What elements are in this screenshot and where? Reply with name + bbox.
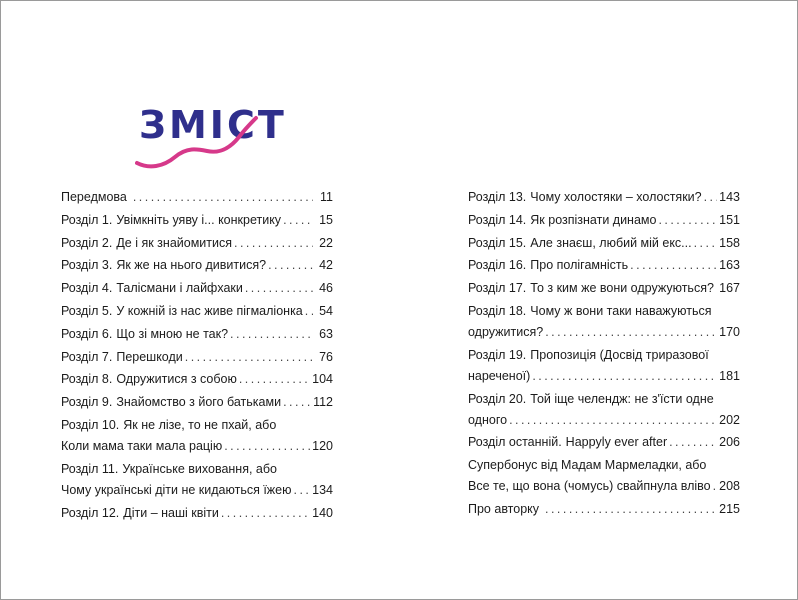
dot-leader <box>545 322 717 343</box>
toc-entry <box>468 278 740 299</box>
toc-entry <box>468 499 740 520</box>
toc-entry-text <box>468 187 702 208</box>
page-number: 202 <box>719 412 740 427</box>
page-number: 46 <box>319 281 333 296</box>
toc-line <box>61 233 333 254</box>
page-number: 42 <box>319 258 333 273</box>
toc-entry-text <box>61 436 222 457</box>
toc-entry-text <box>468 210 656 231</box>
toc-right-column <box>468 187 740 520</box>
chapter-title: То з ким же вони одружуються? <box>530 281 714 296</box>
chapter-label: Розділ 6. <box>61 326 113 341</box>
page-number: 215 <box>719 501 740 516</box>
chapter-title: Супербонус від Мадам Мармеладки, або <box>468 458 707 473</box>
chapter-title: Знайомство з його батьками <box>116 395 282 410</box>
dot-leader <box>224 436 310 457</box>
toc-entry <box>61 392 333 413</box>
chapter-title: нареченої) <box>468 368 531 383</box>
dot-leader <box>221 503 310 524</box>
toc-entry-text <box>61 278 243 299</box>
page-number: 22 <box>319 235 333 250</box>
chapter-title: Одружитися з собою <box>116 372 237 387</box>
dot-leader <box>545 499 717 520</box>
page-number: 158 <box>719 235 740 250</box>
chapter-title: Чому українські діти не кидаються їжею <box>61 482 292 497</box>
chapter-label: Розділ 15. <box>468 235 527 250</box>
chapter-label: Розділ 4. <box>61 281 113 296</box>
page-number: 15 <box>319 212 333 227</box>
dot-leader <box>305 301 313 322</box>
toc-left-column <box>61 187 333 524</box>
toc-entry <box>468 210 740 231</box>
chapter-label: Розділ 16. <box>468 258 527 273</box>
dot-leader <box>630 255 717 276</box>
toc-entry <box>61 210 333 231</box>
chapter-title: Коли мама таки мала рацію <box>61 438 223 453</box>
dot-leader <box>716 278 717 299</box>
chapter-title: Увімкніть уяву і... конкретику <box>116 212 282 227</box>
dot-leader <box>185 347 313 368</box>
chapter-label: Розділ 7. <box>61 349 113 364</box>
chapter-title: Українське виховання, або <box>122 461 277 476</box>
toc-entry-text <box>61 255 266 276</box>
chapter-label: Розділ 9. <box>61 395 113 410</box>
chapter-label: Розділ 1. <box>61 212 113 227</box>
toc-line <box>468 476 740 497</box>
page-number: 54 <box>319 303 333 318</box>
toc-entry <box>61 324 333 345</box>
toc-entry <box>468 187 740 208</box>
toc-entry <box>61 301 333 322</box>
toc-entry-text <box>61 233 232 254</box>
toc-entry-text <box>468 455 706 476</box>
toc-line <box>468 255 740 276</box>
toc-entry <box>468 233 740 254</box>
page-number: 112 <box>313 395 333 410</box>
chapter-title: Де і як знайомитися <box>116 235 233 250</box>
page-number: 63 <box>319 326 333 341</box>
toc-line <box>468 187 740 208</box>
dot-leader <box>294 480 311 501</box>
toc-line <box>61 459 333 480</box>
page-number: 120 <box>312 438 333 453</box>
toc-entry-text <box>468 255 628 276</box>
dot-leader <box>239 369 310 390</box>
toc-line <box>61 210 333 231</box>
chapter-label: Розділ 17. <box>468 281 527 296</box>
toc-line <box>468 499 740 520</box>
dot-leader <box>133 187 313 208</box>
chapter-label: Розділ 20. <box>468 391 527 406</box>
chapter-title: Діти – наші квіти <box>123 505 219 520</box>
dot-leader <box>230 324 313 345</box>
chapter-title: У кожній із нас живе пігмаліонка <box>116 303 303 318</box>
toc-entry <box>468 455 740 497</box>
toc-entry <box>468 432 740 453</box>
page-number: 140 <box>312 505 333 520</box>
dot-leader <box>532 366 717 387</box>
page-number: 163 <box>719 258 740 273</box>
chapter-title: Як не лізе, то не пхай, або <box>123 417 277 432</box>
dot-leader <box>245 278 313 299</box>
toc-entry-text <box>61 392 281 413</box>
toc-line <box>61 301 333 322</box>
toc-line <box>468 455 740 476</box>
chapter-label: Розділ 18. <box>468 303 527 318</box>
chapter-label: Передмова <box>61 190 127 204</box>
dot-leader <box>669 432 717 453</box>
toc-entry-text <box>468 476 711 497</box>
toc-line <box>468 210 740 231</box>
toc-line <box>61 436 333 457</box>
toc-entry-text <box>468 322 543 343</box>
dot-leader <box>713 476 718 497</box>
chapter-label: Розділ 8. <box>61 372 113 387</box>
toc-line <box>468 410 740 431</box>
title-swash-decoration <box>135 97 265 177</box>
toc-entry-text <box>468 389 714 410</box>
chapter-label: Про авторку <box>468 501 540 516</box>
chapter-label: Розділ 11. <box>61 461 119 476</box>
chapter-title: одного <box>468 412 508 427</box>
toc-line <box>61 415 333 436</box>
toc-line <box>468 389 740 410</box>
chapter-title: Все те, що вона (чомусь) свайпнула вліво <box>468 479 711 494</box>
toc-entry-text <box>61 324 228 345</box>
dot-leader <box>283 210 313 231</box>
toc-entry-text <box>468 278 714 299</box>
toc-entry <box>61 347 333 368</box>
toc-entry <box>468 389 740 431</box>
toc-line <box>468 322 740 343</box>
chapter-title: Перешкоди <box>116 349 183 364</box>
chapter-title: Як розпізнати динамо <box>530 212 657 227</box>
toc-entry-text <box>61 369 237 390</box>
page-number: 143 <box>719 190 740 204</box>
page-number: 181 <box>719 368 740 383</box>
page-number: 151 <box>719 212 740 227</box>
toc-entry-text <box>468 345 709 366</box>
chapter-label: Розділ 5. <box>61 303 113 318</box>
chapter-label: Розділ 14. <box>468 212 527 227</box>
page-number: 76 <box>319 349 333 364</box>
toc-line <box>61 278 333 299</box>
toc-entry-text <box>61 503 219 524</box>
toc-line <box>468 233 740 254</box>
toc-entry <box>61 233 333 254</box>
chapter-title: Але знаєш, любий мій екс... <box>530 235 692 250</box>
toc-entry <box>61 369 333 390</box>
toc-entry-text <box>61 415 276 436</box>
chapter-title: одружитися? <box>468 324 544 339</box>
toc-entry-text <box>61 459 277 480</box>
page-title: ЗМІСТ <box>139 103 287 147</box>
toc-entry <box>468 345 740 387</box>
toc-entry-text <box>468 432 667 453</box>
toc-entry <box>61 503 333 524</box>
chapter-title: Чому ж вони таки наважуються <box>530 303 712 318</box>
chapter-title: Чому холостяки – холостяки? <box>530 190 702 204</box>
toc-entry <box>61 415 333 457</box>
chapter-title: Талісмани і лайфхаки <box>116 281 243 296</box>
chapter-title: Що зі мною не так? <box>116 326 229 341</box>
toc-entry-text <box>468 499 543 520</box>
chapter-label: Розділ 3. <box>61 258 113 273</box>
toc-entry <box>61 459 333 501</box>
toc-entry <box>468 255 740 276</box>
toc-line <box>468 432 740 453</box>
toc-line <box>61 480 333 501</box>
dot-leader <box>509 410 717 431</box>
toc-entry-text <box>61 187 131 208</box>
toc-entry <box>61 187 333 208</box>
page-number: 167 <box>719 281 740 296</box>
chapter-label: Розділ останній. <box>468 435 562 450</box>
chapter-label: Розділ 10. <box>61 417 120 432</box>
toc-line <box>468 366 740 387</box>
toc-line <box>61 503 333 524</box>
page-number: 208 <box>719 479 740 494</box>
toc-line <box>468 278 740 299</box>
toc-entry-text <box>61 347 183 368</box>
toc-line <box>468 345 740 366</box>
toc-entry <box>468 301 740 343</box>
toc-entry-text <box>468 301 712 322</box>
page-number: 170 <box>719 324 740 339</box>
dot-leader <box>694 233 718 254</box>
dot-leader <box>234 233 313 254</box>
page-number: 104 <box>312 372 333 387</box>
toc-line <box>61 187 333 208</box>
chapter-label: Розділ 2. <box>61 235 113 250</box>
chapter-label: Розділ 19. <box>468 347 527 362</box>
page-number: 134 <box>312 482 333 497</box>
toc-entry-text <box>61 210 281 231</box>
toc-line <box>468 301 740 322</box>
chapter-title: Той іще челендж: не з'їсти одне <box>530 391 714 406</box>
toc-entry-text <box>468 366 530 387</box>
toc-entry-text <box>468 410 507 431</box>
chapter-title: Happyly ever after <box>565 435 668 450</box>
dot-leader <box>658 210 717 231</box>
toc-entry <box>61 255 333 276</box>
chapter-title: Як же на нього дивитися? <box>116 258 267 273</box>
toc-line <box>61 324 333 345</box>
toc-entry <box>61 278 333 299</box>
page-number: 11 <box>320 190 333 204</box>
chapter-title: Про полігамність <box>530 258 629 273</box>
chapter-label: Розділ 13. <box>468 190 527 204</box>
dot-leader <box>704 187 718 208</box>
toc-line <box>61 369 333 390</box>
toc-entry-text <box>61 301 303 322</box>
toc-line <box>61 347 333 368</box>
dot-leader <box>268 255 313 276</box>
dot-leader <box>283 392 311 413</box>
toc-entry-text <box>468 233 692 254</box>
chapter-title: Пропозиція (Досвід триразової <box>530 347 709 362</box>
toc-line <box>61 392 333 413</box>
page-number: 206 <box>719 435 740 450</box>
toc-line <box>61 255 333 276</box>
toc-entry-text <box>61 480 292 501</box>
chapter-label: Розділ 12. <box>61 505 120 520</box>
title-block <box>135 97 287 177</box>
